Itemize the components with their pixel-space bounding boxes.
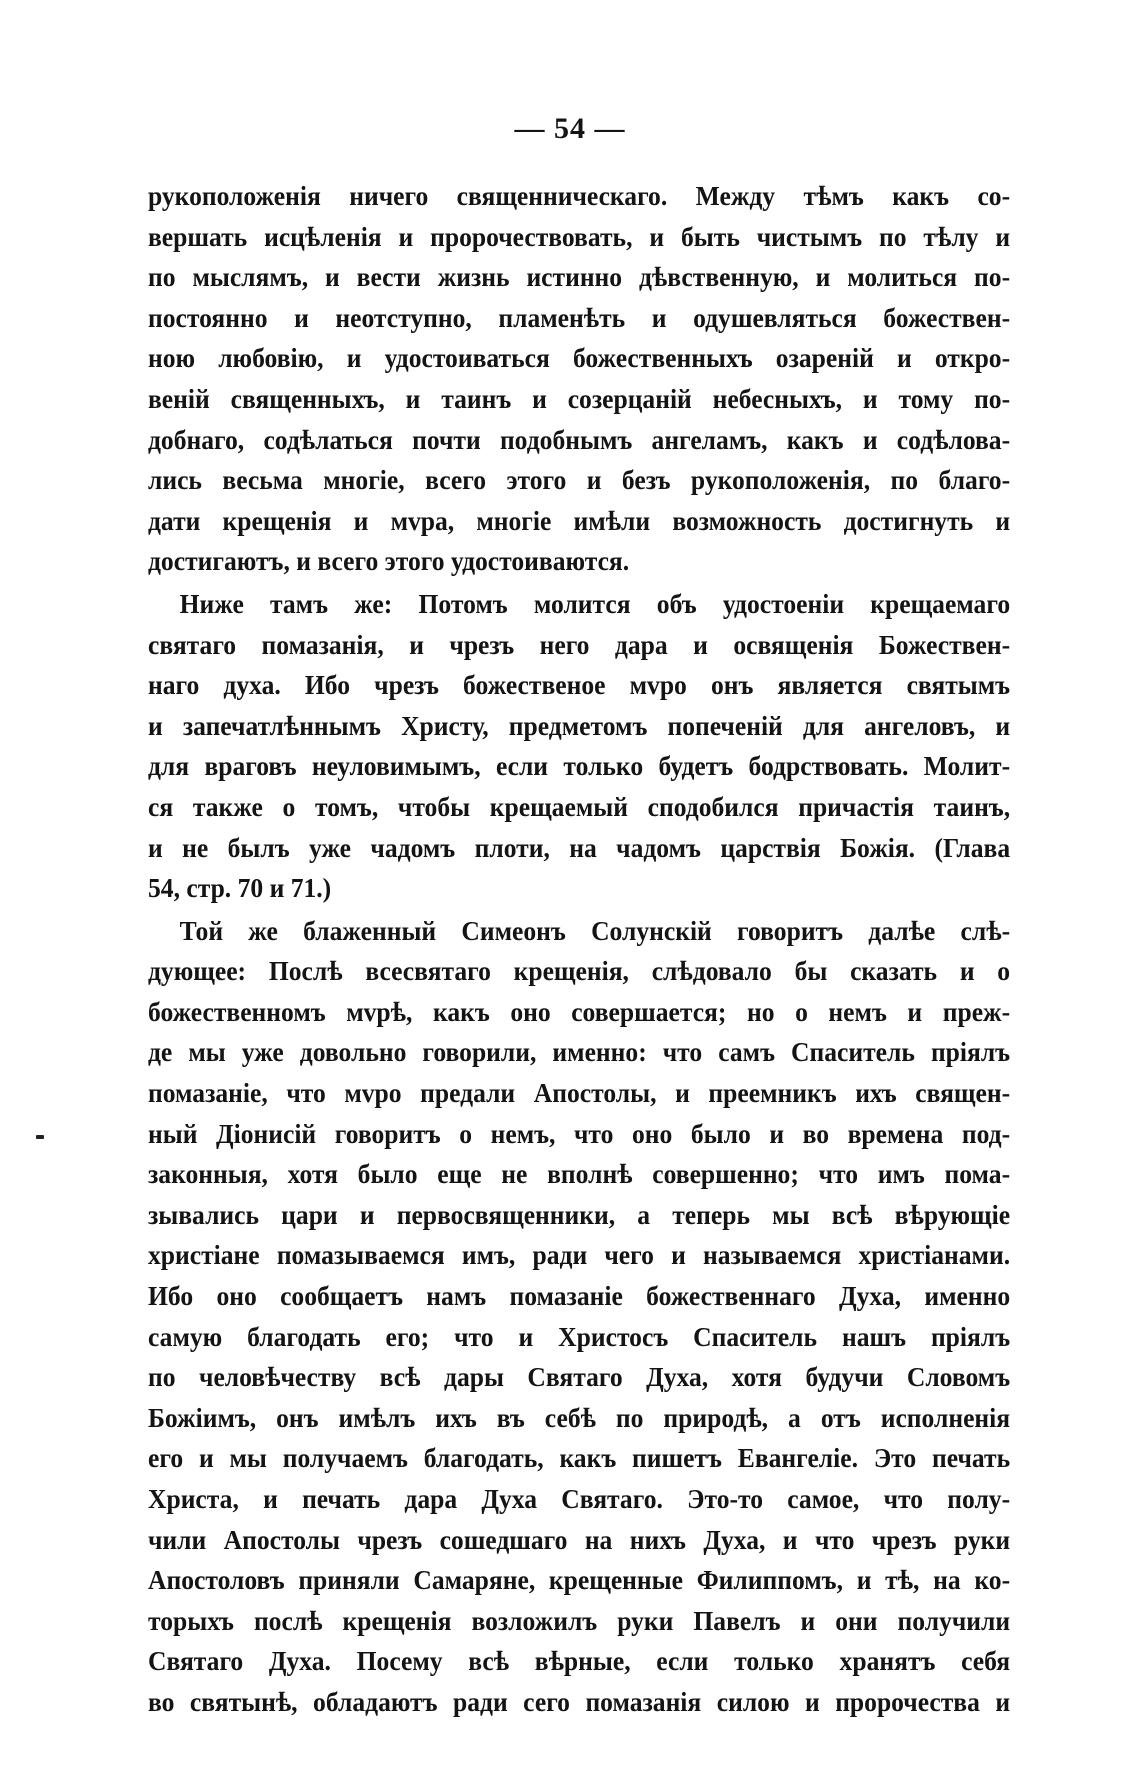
text-line: святаго помазанія, и чрезъ него дара и освященія Божествен- [148,628,1011,660]
text-line: и запечатлѣннымъ Христу, предметомъ попеченій для ангеловъ, и [148,709,1011,741]
text-line: зывались цари и первосвященники, а теперь мы всѣ вѣрующіе [148,1198,1011,1230]
text-line: его и мы получаемъ благодать, какъ пишетъ Евангеліе. Это печать [148,1442,1011,1474]
paragraph-3 [148,911,1010,1723]
text-line: Христа, и печать дара Духа Святаго. Это-то самое, что полу- [148,1483,1011,1514]
text-line: Святаго Духа. Посему всѣ вѣрные, если только хранятъ себя [148,1645,1011,1677]
text-line: веній священныхъ, и таинъ и созерцаній небесныхъ, и тому по- [148,382,1011,414]
paragraph-1 [148,176,1010,582]
text-line: по мыслямъ, и вести жизнь истинно дѣвственную, и молиться по- [148,261,1011,293]
text-line: законныя, хотя было еще не вполнѣ совершенно; что имъ пома- [148,1158,1011,1190]
text-line: де мы уже довольно говорили, именно: что самъ Спаситель пріялъ [148,1036,1011,1068]
text-line: торыхъ послѣ крещенія возложилъ руки Павелъ и они получили [148,1604,1011,1636]
text-line: рукоположенія ничего священническаго. Между тѣмъ какъ со- [148,180,1011,211]
text-line: для враговъ неуловимымъ, если только будетъ бодрствовать. Молит- [148,750,1011,782]
text-line: Апостоловъ приняли Самаряне, крещенные Филиппомъ, и тѣ, на ко- [148,1564,1011,1596]
text-line: Ниже тамъ же: Потомъ молится объ удостоеніи крещаемаго [179,587,1011,619]
body-text [148,176,1010,1723]
text-line: во святынѣ, обладаютъ ради сего помазанія силою и пророчества и [148,1685,1011,1717]
text-line: наго духа. Ибо чрезъ божественое мvро онъ является святымъ [148,669,1011,701]
text-line: ною любовію, и удостоиваться божественныхъ озареній и откро- [148,342,1011,374]
text-line: чили Апостолы чрезъ сошедшаго на нихъ Духа, и что чрезъ руки [148,1523,1011,1555]
text-line: добнаго, содѣлаться почти подобнымъ ангеламъ, какъ и содѣлова- [148,423,1011,455]
text-line: христіане помазываемся имъ, ради чего и называемся христіанами. [148,1239,1011,1271]
text-line: ся также о томъ, чтобы крещаемый сподобился причастія таинъ, [148,790,1011,822]
text-line: дующее: Послѣ всесвятаго крещенія, слѣдовало бы сказать и о [148,955,1011,987]
text-line: по человѣчеству всѣ дары Святаго Духа, хотя будучи Словомъ [148,1361,1011,1393]
text-line: постоянно и неотступно, пламенѣть и одушевляться божествен- [148,301,1011,333]
text-line: Той же блаженный Симеонъ Солунскій говоритъ далѣе слѣ- [179,914,1011,946]
text-line: достигаютъ, и всего этого удостоиваются. [148,545,630,577]
text-line: помазаніе, что мvро предали Апостолы, и преемникъ ихъ священ- [148,1077,1011,1109]
text-line: самую благодать его; что и Христосъ Спаситель нашъ пріялъ [148,1320,1011,1352]
text-line: вершать исцѣленія и пророчествовать, и быть чистымъ по тѣлу и [148,220,1011,252]
text-line: дати крещенія и мvра, многіе имѣли возможность достигнуть и [148,504,1011,536]
text-line: божественномъ мvрѣ, какъ оно совершается; но о немъ и преж- [148,995,1011,1027]
text-line: 54, стр. 70 и 71.) [148,872,332,904]
text-line: ный Діонисій говоритъ о немъ, что оно было и во времена под- [148,1117,1011,1149]
ink-speck [36,1135,44,1139]
text-line: и не былъ уже чадомъ плоти, на чадомъ царствія Божія. (Глава [148,831,1011,863]
text-line: Божіимъ, онъ имѣлъ ихъ въ себѣ по природѣ, а отъ исполненія [148,1401,1011,1433]
text-line: лись весьма многіе, всего этого и безъ рукоположенія, по благо- [148,464,1011,496]
page-number: — 54 — [514,112,626,145]
text-line: Ибо оно сообщаетъ намъ помазаніе божественнаго Духа, именно [148,1280,1011,1312]
paragraph-2 [148,584,1010,909]
